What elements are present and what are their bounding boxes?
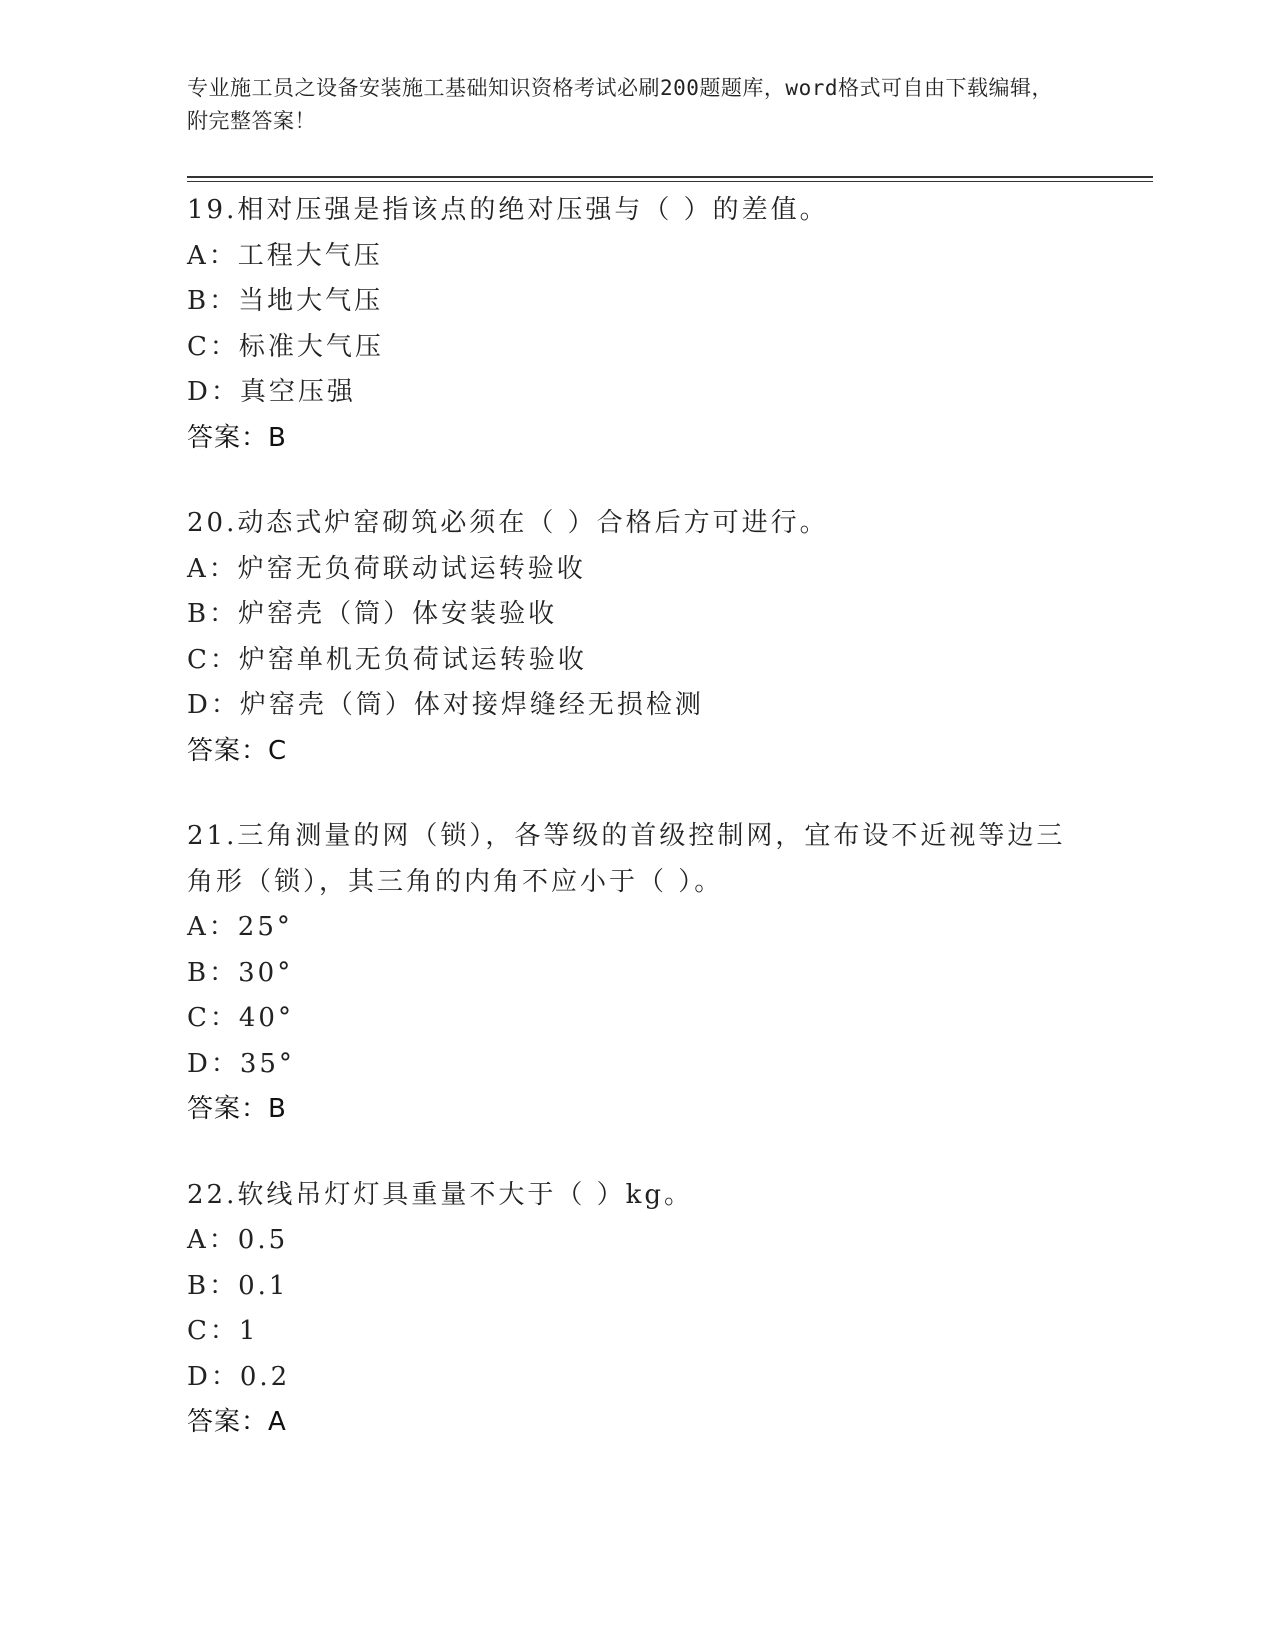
option-d: D：35°: [187, 1048, 295, 1079]
option-a: A：工程大气压: [187, 240, 383, 271]
question-stem: 20.动态式炉窑砌筑必须在（ ）合格后方可进行。: [187, 508, 829, 538]
question-21: [187, 814, 1087, 1133]
option-c: C：标准大气压: [187, 331, 384, 362]
answer-label: 答案：C: [187, 735, 288, 766]
option-d: D：0.2: [187, 1361, 291, 1392]
option-b: B：0.1: [187, 1270, 289, 1301]
option-b: B：当地大气压: [187, 286, 384, 316]
option-a: A：炉窑无负荷联动试运转验收: [187, 553, 586, 584]
option-b: B：炉窑壳（筒）体安装验收: [187, 599, 558, 629]
header-divider-thin: [187, 181, 1153, 182]
answer-label: 答案：B: [187, 1094, 287, 1124]
answer-label: 答案：A: [187, 1407, 287, 1437]
question-stem: 19.相对压强是指该点的绝对压强与（ ）的差值。: [187, 195, 829, 225]
question-22: [187, 1173, 1087, 1446]
answer-label: 答案：B: [187, 422, 287, 453]
option-d: D：炉窑壳（筒）体对接焊缝经无损检测: [187, 690, 704, 720]
option-c: C：炉窑单机无负荷试运转验收: [187, 644, 587, 675]
option-b: B：30°: [187, 957, 294, 988]
option-d: D：真空压强: [187, 377, 356, 407]
header-divider: [187, 176, 1153, 178]
question-list: [187, 188, 1087, 1486]
option-c: C：40°: [187, 1003, 294, 1033]
question-stem: 22.软线吊灯灯具重量不大于（ ）kg。: [187, 1179, 694, 1210]
option-c: C：1: [187, 1316, 259, 1346]
question-20: [187, 501, 1087, 774]
question-stem: 21.三角测量的网（锁），各等级的首级控制网，宜布设不近视等边三角形（锁），其三角的内角不应小于（ ）。: [187, 821, 1066, 897]
document-intro: 专业施工员之设备安装施工基础知识资格考试必刷200题题库，word格式可自由下载编辑，附完整答案！: [187, 76, 1053, 133]
option-a: A：25°: [187, 912, 293, 942]
question-19: [187, 188, 1087, 461]
option-a: A：0.5: [187, 1225, 289, 1255]
